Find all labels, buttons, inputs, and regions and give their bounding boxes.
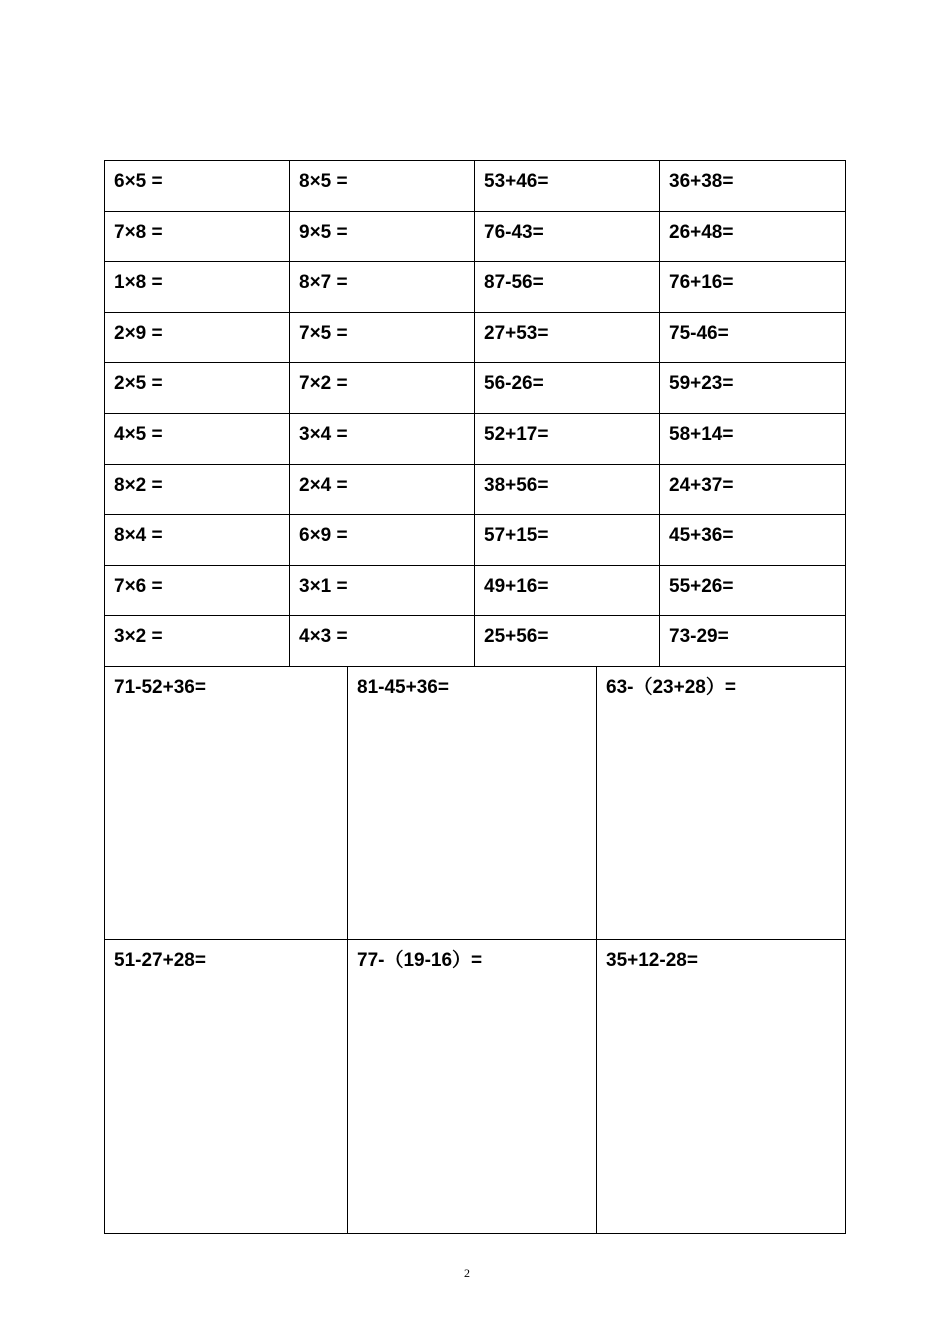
problem-cell: 49+16=: [475, 566, 660, 617]
problem-cell: 24+37=: [660, 465, 845, 516]
problem-cell: 52+17=: [475, 414, 660, 465]
problem-cell: 8×2 =: [105, 465, 290, 516]
problem-cell: 59+23=: [660, 363, 845, 414]
work-problem-cell: 71-52+36=: [105, 667, 348, 940]
problem-cell: 53+46=: [475, 161, 660, 212]
problem-cell: 76-43=: [475, 212, 660, 263]
problem-cell: 3×2 =: [105, 616, 290, 667]
problem-cell: 4×5 =: [105, 414, 290, 465]
work-problems-grid: [105, 667, 845, 1233]
problem-cell: 7×5 =: [290, 313, 475, 364]
problem-cell: 38+56=: [475, 465, 660, 516]
page-number: 2: [464, 1266, 470, 1280]
problem-cell: 58+14=: [660, 414, 845, 465]
problem-cell: 45+36=: [660, 515, 845, 566]
work-problem-cell: 63-（23+28）=: [597, 667, 845, 940]
problem-cell: 2×4 =: [290, 465, 475, 516]
problem-cell: 6×5 =: [105, 161, 290, 212]
problem-cell: 8×4 =: [105, 515, 290, 566]
problem-cell: 1×8 =: [105, 262, 290, 313]
problem-cell: 73-29=: [660, 616, 845, 667]
problem-cell: 57+15=: [475, 515, 660, 566]
work-problem-cell: 35+12-28=: [606, 949, 698, 971]
problem-cell: 55+26=: [660, 566, 845, 617]
problem-cell: 3×1 =: [290, 566, 475, 617]
problem-cell: 8×5 =: [290, 161, 475, 212]
problem-cell: 4×3 =: [290, 616, 475, 667]
work-problem-cell: 77-（19-16）=: [348, 940, 597, 1233]
problem-cell: 87-56=: [475, 262, 660, 313]
work-problem-cell: 81-45+36=: [348, 667, 597, 940]
problem-cell: 27+53=: [475, 313, 660, 364]
work-problem-cell: 51-27+28=: [105, 940, 348, 1233]
problem-cell: 36+38=: [660, 161, 845, 212]
problem-cell: 8×7 =: [290, 262, 475, 313]
problem-cell: 3×4 =: [290, 414, 475, 465]
problem-cell: 7×2 =: [290, 363, 475, 414]
problem-cell: 76+16=: [660, 262, 845, 313]
problem-cell: 7×6 =: [105, 566, 290, 617]
problem-cell: 2×9 =: [105, 313, 290, 364]
problem-cell: 75-46=: [660, 313, 845, 364]
problem-cell: 7×8 =: [105, 212, 290, 263]
problem-cell: 9×5 =: [290, 212, 475, 263]
problem-cell: 2×5 =: [105, 363, 290, 414]
problem-cell: 25+56=: [475, 616, 660, 667]
worksheet-table: [104, 160, 846, 1234]
problem-cell: 56-26=: [475, 363, 660, 414]
problem-cell: 6×9 =: [290, 515, 475, 566]
problem-cell: 26+48=: [660, 212, 845, 263]
quick-problems-grid: [105, 161, 845, 667]
